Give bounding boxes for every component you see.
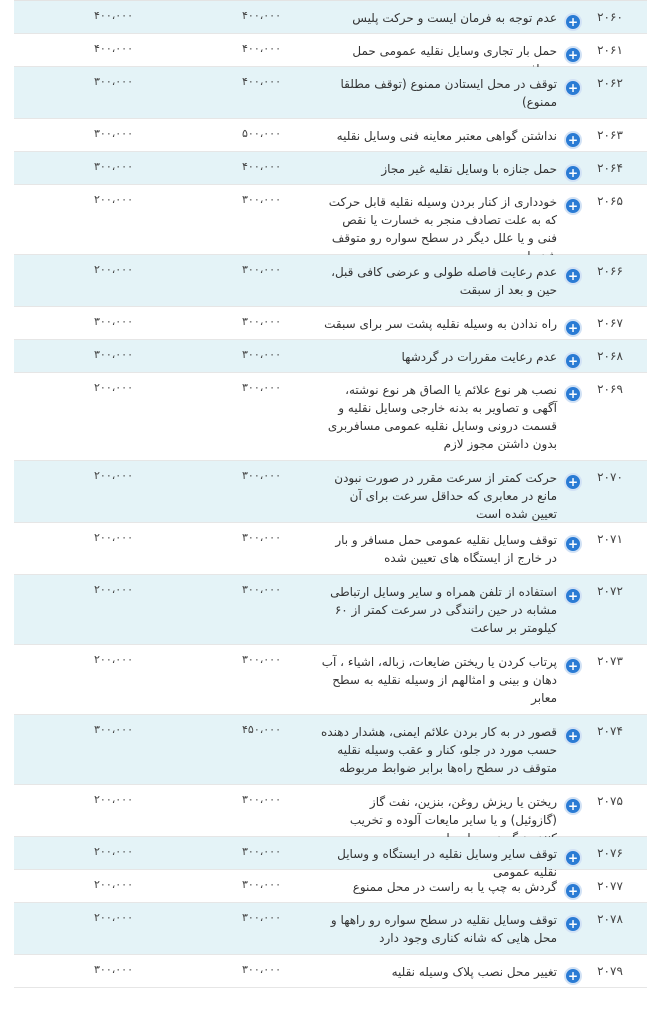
expand-plus-icon[interactable]: + bbox=[564, 46, 582, 64]
expand-plus-icon[interactable]: + bbox=[564, 657, 582, 675]
expand-plus-icon[interactable]: + bbox=[564, 13, 582, 31]
table-row bbox=[14, 461, 647, 523]
expand-plus-icon[interactable]: + bbox=[564, 849, 582, 867]
fine-amount-2: ۳۰۰،۰۰۰ bbox=[94, 75, 133, 88]
table-row bbox=[14, 715, 647, 785]
violation-code: ۲۰۷۸ bbox=[597, 912, 623, 926]
violation-code: ۲۰۶۰ bbox=[597, 10, 623, 24]
table-row bbox=[14, 152, 647, 185]
expand-plus-icon[interactable]: + bbox=[564, 535, 582, 553]
fine-amount-1: ۵۰۰،۰۰۰ bbox=[242, 127, 281, 140]
violation-description: عدم توجه به فرمان ایست و حرکت پلیس bbox=[352, 11, 557, 25]
fine-amount-1: ۴۰۰،۰۰۰ bbox=[242, 160, 281, 173]
expand-plus-icon[interactable]: + bbox=[564, 915, 582, 933]
expand-plus-icon[interactable]: + bbox=[564, 473, 582, 491]
expand-plus-icon[interactable]: + bbox=[564, 267, 582, 285]
violation-code: ۲۰۷۱ bbox=[597, 532, 623, 546]
table-row bbox=[14, 785, 647, 837]
violation-description: توقف وسایل نقلیه عمومی حمل مسافر و بار در خارج از ایستگاه های تعیین شده bbox=[335, 533, 557, 565]
violation-description: خودداری از کنار بردن وسیله نقلیه قابل حرکت که به علت تصادف منجر به خسارت یا نقص فنی و یا علل دیگر در سطح سواره رو متوقف bbox=[328, 195, 557, 245]
fine-amount-2: ۴۰۰،۰۰۰ bbox=[94, 9, 133, 22]
fine-amount-1: ۴۰۰،۰۰۰ bbox=[242, 42, 281, 55]
table-row bbox=[14, 255, 647, 307]
fine-amount-1: ۳۰۰،۰۰۰ bbox=[242, 315, 281, 328]
expand-plus-icon[interactable]: + bbox=[564, 882, 582, 900]
expand-plus-icon[interactable]: + bbox=[564, 797, 582, 815]
violation-code: ۲۰۶۳ bbox=[597, 128, 623, 142]
fine-amount-1: ۴۰۰،۰۰۰ bbox=[242, 75, 281, 88]
violation-description: عدم رعایت فاصله طولی و عرضی کافی قبل، حین و بعد از سبقت bbox=[331, 265, 557, 297]
violation-description: حمل جنازه با وسایل نقلیه غیر مجاز bbox=[381, 162, 557, 176]
table-row bbox=[14, 870, 647, 903]
table-row bbox=[14, 575, 647, 645]
fines-table bbox=[14, 0, 647, 988]
violation-code: ۲۰۶۶ bbox=[597, 264, 623, 278]
violation-code: ۲۰۶۱ bbox=[597, 43, 623, 57]
table-row bbox=[14, 373, 647, 461]
fine-amount-2: ۳۰۰،۰۰۰ bbox=[94, 348, 133, 361]
table-row bbox=[14, 307, 647, 340]
fine-amount-1: ۳۰۰،۰۰۰ bbox=[242, 469, 281, 482]
fine-amount-2: ۳۰۰،۰۰۰ bbox=[94, 723, 133, 736]
table-row bbox=[14, 903, 647, 955]
table-row bbox=[14, 1, 647, 34]
fine-amount-1: ۳۰۰،۰۰۰ bbox=[242, 963, 281, 976]
violation-description: استفاده از تلفن همراه و سایر وسایل ارتباطی مشابه در حین رانندگی در سرعت کمتر از ۶۰ کیلومتر بر ساعت bbox=[330, 585, 557, 635]
violation-code: ۲۰۷۲ bbox=[597, 584, 623, 598]
table-row bbox=[14, 645, 647, 715]
violation-code: ۲۰۷۹ bbox=[597, 964, 623, 978]
violation-description: قصور در به کار بردن علائم ایمنی، هشدار دهنده حسب مورد در جلو، کنار و عقب وسیله نقلیه متوقف در سطح راه‌ها برابر ضوابط مربوطه bbox=[321, 725, 557, 775]
violation-description: عدم رعایت مقررات در گردشها bbox=[401, 350, 557, 364]
fine-amount-1: ۳۰۰،۰۰۰ bbox=[242, 878, 281, 891]
table-row bbox=[14, 185, 647, 255]
fine-amount-2: ۲۰۰،۰۰۰ bbox=[94, 263, 133, 276]
expand-plus-icon[interactable]: + bbox=[564, 197, 582, 215]
fine-amount-1: ۳۰۰،۰۰۰ bbox=[242, 911, 281, 924]
violation-description: نصب هر نوع علائم یا الصاق هر نوع نوشته، آگهی و تصاویر به بدنه خارجی وسایل نقلیه و قسمت درونی وسایل نقلیه عمومی مسافربری بدون داشتن مجوز لازم bbox=[327, 383, 557, 451]
violation-code: ۲۰۶۹ bbox=[597, 382, 623, 396]
violation-description: توقف وسایل نقلیه در سطح سواره رو راهها و محل هایی که شانه کناری وجود دارد bbox=[330, 913, 557, 945]
violation-description: توقف سایر وسایل نقلیه در ایستگاه و وسایل نقلیه عمومی bbox=[337, 847, 557, 879]
table-row bbox=[14, 34, 647, 67]
table-row bbox=[14, 523, 647, 575]
violation-description: حرکت کمتر از سرعت مقرر در صورت نبودن مانع در معابری که حداقل سرعت برای آن تعیین شده است bbox=[334, 471, 557, 521]
fine-amount-2: ۲۰۰،۰۰۰ bbox=[94, 793, 133, 806]
violation-code: ۲۰۶۵ bbox=[597, 194, 623, 208]
violation-code: ۲۰۷۷ bbox=[597, 879, 623, 893]
fine-amount-2: ۲۰۰،۰۰۰ bbox=[94, 845, 133, 858]
fine-amount-2: ۲۰۰،۰۰۰ bbox=[94, 911, 133, 924]
fine-amount-1: ۳۰۰،۰۰۰ bbox=[242, 653, 281, 666]
violation-description: گردش به چپ یا به راست در محل ممنوع bbox=[352, 880, 557, 894]
violation-code: ۲۰۶۸ bbox=[597, 349, 623, 363]
fine-amount-1: ۳۰۰،۰۰۰ bbox=[242, 793, 281, 806]
fine-amount-2: ۲۰۰،۰۰۰ bbox=[94, 583, 133, 596]
expand-plus-icon[interactable]: + bbox=[564, 385, 582, 403]
expand-plus-icon[interactable]: + bbox=[564, 79, 582, 97]
fine-amount-2: ۲۰۰،۰۰۰ bbox=[94, 193, 133, 206]
fine-amount-2: ۴۰۰،۰۰۰ bbox=[94, 42, 133, 55]
table-row bbox=[14, 340, 647, 373]
violation-code: ۲۰۶۴ bbox=[597, 161, 623, 175]
fine-amount-2: ۳۰۰،۰۰۰ bbox=[94, 963, 133, 976]
violation-code: ۲۰۷۶ bbox=[597, 846, 623, 860]
fine-amount-2: ۳۰۰،۰۰۰ bbox=[94, 127, 133, 140]
expand-plus-icon[interactable]: + bbox=[564, 164, 582, 182]
fine-amount-2: ۲۰۰،۰۰۰ bbox=[94, 531, 133, 544]
table-row bbox=[14, 837, 647, 879]
fine-amount-2: ۳۰۰،۰۰۰ bbox=[94, 315, 133, 328]
violation-description: پرتاب کردن یا ریختن ضایعات، زباله، اشیاء ، آب دهان و بینی و امثالهم از وسیله نقلیه به سطح معابر bbox=[321, 655, 557, 705]
fine-amount-1: ۴۰۰،۰۰۰ bbox=[242, 9, 281, 22]
expand-plus-icon[interactable]: + bbox=[564, 131, 582, 149]
fine-amount-1: ۴۵۰،۰۰۰ bbox=[242, 723, 281, 736]
violation-code: ۲۰۷۰ bbox=[597, 470, 623, 484]
violation-code: ۲۰۷۴ bbox=[597, 724, 623, 738]
table-row bbox=[14, 119, 647, 152]
fine-amount-2: ۲۰۰،۰۰۰ bbox=[94, 878, 133, 891]
violation-code: ۲۰۷۳ bbox=[597, 654, 623, 668]
violation-description: حمل بار تجاری وسایل نقلیه عمومی حمل bbox=[352, 44, 557, 58]
fine-amount-1: ۳۰۰،۰۰۰ bbox=[242, 583, 281, 596]
violation-description: نداشتن گواهی معتبر معاینه فنی وسایل نقلیه bbox=[336, 129, 557, 143]
violation-description: توقف در محل ایستادن ممنوع (توقف مطلقا ممنوع) bbox=[340, 77, 557, 109]
table-row bbox=[14, 955, 647, 988]
fine-amount-1: ۳۰۰،۰۰۰ bbox=[242, 348, 281, 361]
fine-amount-1: ۳۰۰،۰۰۰ bbox=[242, 531, 281, 544]
expand-plus-icon[interactable]: + bbox=[564, 587, 582, 605]
expand-plus-icon[interactable]: + bbox=[564, 319, 582, 337]
fine-amount-1: ۳۰۰،۰۰۰ bbox=[242, 381, 281, 394]
violation-code: ۲۰۶۷ bbox=[597, 316, 623, 330]
violation-code: ۲۰۶۲ bbox=[597, 76, 623, 90]
table-row bbox=[14, 67, 647, 119]
violation-code: ۲۰۷۵ bbox=[597, 794, 623, 808]
expand-plus-icon[interactable]: + bbox=[564, 352, 582, 370]
expand-plus-icon[interactable]: + bbox=[564, 967, 582, 985]
fine-amount-1: ۳۰۰،۰۰۰ bbox=[242, 193, 281, 206]
violation-description: تغییر محل نصب پلاک وسیله نقلیه bbox=[391, 965, 557, 979]
fine-amount-2: ۲۰۰،۰۰۰ bbox=[94, 653, 133, 666]
fine-amount-1: ۳۰۰،۰۰۰ bbox=[242, 845, 281, 858]
fine-amount-2: ۲۰۰،۰۰۰ bbox=[94, 469, 133, 482]
expand-plus-icon[interactable]: + bbox=[564, 727, 582, 745]
fine-amount-2: ۲۰۰،۰۰۰ bbox=[94, 381, 133, 394]
violation-description: راه ندادن به وسیله نقلیه پشت سر برای سبقت bbox=[324, 317, 557, 331]
fine-amount-1: ۳۰۰،۰۰۰ bbox=[242, 263, 281, 276]
violation-description: ریختن یا ریزش روغن، بنزین، نفت گاز (گازوئیل) و یا سایر مایعات آلوده و تخریب bbox=[349, 795, 557, 827]
fine-amount-2: ۳۰۰،۰۰۰ bbox=[94, 160, 133, 173]
